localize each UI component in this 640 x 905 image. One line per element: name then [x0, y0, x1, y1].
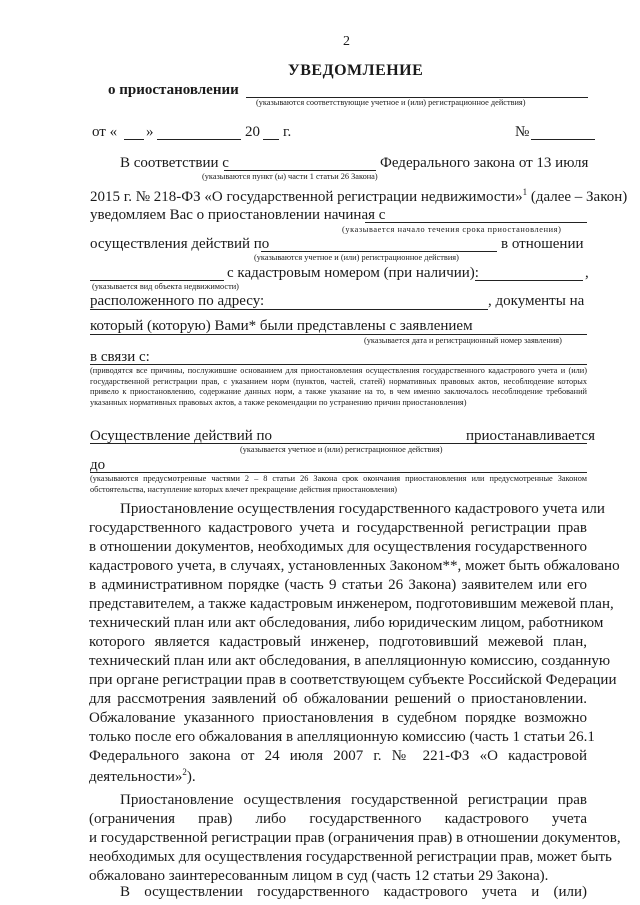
paragraph2-line: обжаловано заинтересованным лицом в суд (часть 12 статьи 29 Закона).	[89, 868, 549, 884]
date-close-quote: »	[146, 124, 154, 140]
address-start: расположенного по адресу:	[90, 293, 265, 309]
paragraph1-line: при органе регистрации прав в соответствующем субъекте Российской Федерации	[89, 672, 617, 688]
until-field-line	[90, 472, 587, 473]
paragraph1-line: Федерального закона от 24 июля 2007 г. № 221-ФЗ «О кадастровой	[89, 748, 587, 764]
date-year-suffix: г.	[283, 124, 292, 140]
paragraph2-line: (ограничения прав) либо государственного кадастрового учета	[89, 811, 587, 827]
date-day-line	[124, 139, 144, 140]
reason-field-line	[90, 364, 587, 365]
paragraph2-line: необходимых для осуществления государственной регистрации прав, может быть	[89, 849, 612, 865]
paragraph1-line: Приостановление осуществления государственного кадастрового учета или	[120, 501, 605, 517]
suspend-end: приостанавливается	[466, 428, 596, 444]
footnote-1-ref: 1	[522, 187, 528, 197]
paragraph1-line: представителем, а также кадастровым инженером, подготовившим межевой план,	[89, 596, 614, 612]
paragraph1-line: государственного кадастрового учета и государственной регистрации прав	[89, 520, 587, 536]
until-label: до	[90, 457, 106, 473]
reason-label: в связи с:	[90, 349, 150, 365]
number-line	[531, 139, 595, 140]
law-name: 2015 г. № 218-ФЗ «О государственной регистрации недвижимости»	[90, 189, 523, 205]
until-hint: (указываются предусмотренные частями 2 – 8 статьи 26 Закона срок окончания приостановления или предусмотренные Законом обстоятельства, наступление которых влечет прекращение действия приостановления)	[90, 474, 587, 494]
paragraph1-line: в отношении документов, необходимых для осуществления государственного	[89, 539, 587, 555]
actions-field-line	[261, 251, 497, 252]
actions-hint: (указываются учетное и (или) регистрационное действия)	[254, 253, 459, 262]
accordance-start: В соответствии с	[120, 155, 229, 171]
date-from-label: от «	[92, 124, 118, 140]
law-short: (далее – Закон)	[530, 189, 628, 205]
paragraph2-line: Приостановление осуществления государственной регистрации прав	[120, 792, 587, 808]
document-title: УВЕДОМЛЕНИЕ	[288, 62, 424, 79]
notify-line: уведомляем Вас о приостановлении начиная с	[90, 207, 386, 223]
cadastral-start: с кадастровым номером (при наличии):	[227, 265, 479, 281]
object-field-line	[90, 280, 224, 281]
suspend-start: Осуществление действий по	[90, 428, 273, 444]
submitted-field-line	[90, 334, 587, 335]
reason-hint: (приводятся все причины, послужившие основанием для приостановления осуществления государственного кадастрового учета и (или) государственной регистрации прав, с указанием норм (пунктов, частей, статей) нормативных правовых актов, несоблюдение которых привело к приостановлению, содержание данных норм, а также указание на то, в чем именно заключалось несоблюдение требований указанных нормативных правовых актов, а также рекомендации по устранению причин приостановления)	[90, 366, 587, 407]
cadastral-field-line	[475, 280, 583, 281]
date-month-line	[157, 139, 241, 140]
actions-start: осуществления действий по	[90, 236, 270, 252]
footnote-2-ref: 2	[182, 767, 187, 777]
law-line	[90, 187, 627, 206]
about-hint: (указываются соответствующие учетное и (или) регистрационное действия)	[256, 98, 526, 107]
paragraph1-line: которого является кадастровый инженер, подготовивший межевой план,	[89, 634, 587, 650]
address-end: , документы на	[488, 293, 585, 309]
address-field-line	[90, 309, 488, 310]
paragraph1-last-line	[89, 767, 196, 786]
paragraph1-line: только после его обжалования в апелляционную комиссию (часть 1 статьи 26.1	[89, 729, 595, 745]
paragraph1-line: технический план или акт обследования, в апелляционную комиссию, созданную	[89, 653, 611, 669]
submitted-line: который (которую) Вами* были представлены с заявлением	[90, 318, 473, 334]
paragraph1-line: в административном порядке (часть 9 статьи 26 Закона) заявителем или его	[89, 577, 587, 593]
accordance-end: Федерального закона от 13 июля	[380, 155, 589, 171]
cadastral-end: ,	[585, 265, 589, 281]
object-hint: (указывается вид объекта недвижимости)	[92, 282, 239, 291]
notify-field-line	[365, 222, 587, 223]
number-sign: №	[515, 124, 530, 140]
actions-end: в отношении	[501, 236, 584, 252]
paragraph1-end: ).	[186, 769, 196, 785]
date-year-prefix: 20	[245, 124, 260, 140]
accordance-hint: (указываются пункт (ы) части 1 статьи 26 Закона)	[202, 172, 378, 181]
submitted-hint: (указывается дата и регистрационный номер заявления)	[364, 336, 562, 345]
paragraph1-line: кадастрового учета, в случаях, установленных Законом**, может быть обжаловано	[89, 558, 620, 574]
paragraph1-tail: деятельности»	[89, 769, 183, 785]
page-number: 2	[343, 34, 350, 49]
paragraph1-line: для рассмотрения заявлений об обжаловании решений о приостановлении.	[89, 691, 587, 707]
notify-hint: (указывается начало течения срока приостановления)	[342, 225, 562, 234]
paragraph2-line: и государственной регистрации прав (ограничения прав) в отношении документов,	[89, 830, 621, 846]
paragraph3-line: В осуществлении государственного кадастрового учета и (или)	[120, 884, 587, 900]
accordance-field-line	[224, 170, 376, 171]
paragraph1-line: технический план или акт обследования, либо юридическим лицом, работником	[89, 615, 604, 631]
date-year-line	[263, 139, 279, 140]
about-label: о приостановлении	[108, 82, 239, 98]
suspend-hint: (указывается учетное и (или) регистрационное действия)	[240, 445, 443, 454]
paragraph1-line: Обжалование указанного приостановления в судебном порядке возможно	[89, 710, 587, 726]
